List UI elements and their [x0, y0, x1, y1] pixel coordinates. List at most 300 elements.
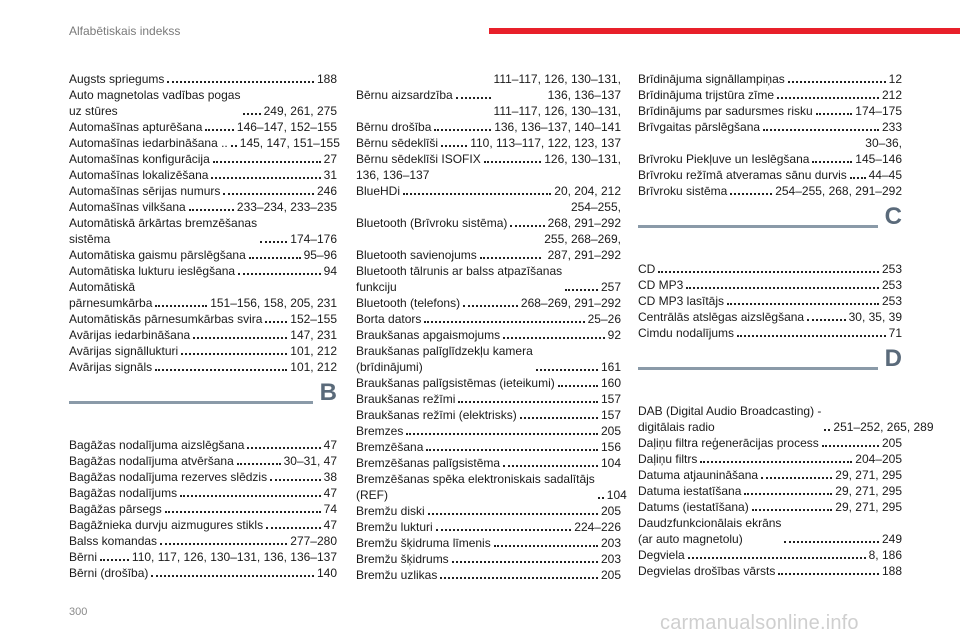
page-reference: 8, 186: [868, 548, 902, 562]
section-b-header: [69, 379, 337, 427]
dot-leader: [249, 257, 301, 259]
page-reference: 204–205: [855, 452, 902, 466]
page-reference: 95–96: [303, 248, 337, 262]
index-term: Datuma iestatīšana: [638, 484, 742, 498]
dot-leader: [211, 177, 320, 179]
index-entry: [356, 295, 621, 311]
page-reference: 147, 231: [290, 328, 337, 342]
index-entry: [69, 71, 337, 87]
page-reference: 233: [881, 120, 902, 134]
dot-leader: [270, 479, 321, 481]
index-column-2: [356, 71, 627, 583]
header-accent-bar: [489, 28, 960, 34]
index-entry: [638, 467, 902, 483]
page-reference: 249, 261, 275: [263, 104, 337, 118]
entries-b-continued: [356, 71, 627, 583]
index-entry: [356, 311, 621, 327]
page-reference: 253: [881, 294, 902, 308]
dot-leader: [520, 417, 598, 419]
index-term: Datuma atjaunināšana: [638, 468, 759, 482]
index-entry: [356, 167, 621, 183]
page-reference: 101, 212: [290, 344, 337, 358]
index-entry: [356, 103, 621, 135]
dot-leader: [850, 177, 866, 179]
page-reference: 205: [600, 424, 621, 438]
index-entry: [356, 343, 621, 375]
index-entry: [356, 455, 621, 471]
dot-leader: [752, 509, 833, 511]
page-reference: 174–175: [855, 104, 902, 118]
index-term: Brīdinājuma trijstūra zīme: [638, 88, 775, 102]
dot-leader: [807, 319, 846, 321]
page-reference: 233–234, 233–235: [236, 200, 337, 214]
index-term: Daudzfunkcionālais ekrāns (ar auto magnetolu): [638, 516, 782, 546]
index-column-3: [638, 71, 934, 579]
index-term: CD MP3: [638, 278, 684, 292]
page-reference: 156: [600, 440, 621, 454]
index-term: Bremzēšanas palīgsistēma: [356, 456, 501, 470]
dot-leader: [686, 287, 879, 289]
page-reference: 38: [323, 470, 337, 484]
index-term: Bremžu diski: [356, 504, 425, 518]
page-reference: 94: [323, 264, 337, 278]
dot-leader: [777, 97, 879, 99]
index-term: Auto magnetolas vadības pogas uz stūres: [69, 88, 241, 118]
dot-leader: [784, 541, 879, 543]
index-term: DAB (Digital Audio Broadcasting) - digitālais radio: [638, 404, 822, 434]
index-entry: [356, 391, 621, 407]
dot-leader: [180, 495, 321, 497]
page-reference: 205: [600, 504, 621, 518]
index-term: Bērni: [69, 550, 98, 564]
page-reference: 29, 271, 295: [835, 468, 902, 482]
entries-a: [69, 71, 340, 375]
dot-leader: [463, 305, 518, 307]
page-reference: 71: [888, 326, 902, 340]
index-term: Bagāžnieka durvju aizmugures stikls: [69, 518, 264, 532]
page-reference: 157: [600, 408, 621, 422]
index-term: Braukšanas režīmi: [356, 392, 456, 406]
section-divider: [69, 401, 313, 404]
index-entry: [638, 261, 902, 277]
page-reference: 205: [600, 568, 621, 582]
index-term: Automašīnas apturēšana: [69, 120, 203, 134]
index-entry: [69, 533, 337, 549]
page-reference: 253: [881, 262, 902, 276]
page-reference: 30–36, 145–146: [855, 136, 902, 166]
dot-leader: [480, 257, 542, 259]
index-term: Bagāžas nodalījuma rezerves slēdzis: [69, 470, 268, 484]
page-reference: 111–117, 126, 130–131, 136, 136–137: [493, 72, 621, 102]
dot-leader: [558, 385, 598, 387]
dot-leader: [260, 241, 287, 243]
section-letter: C: [884, 203, 902, 230]
index-entry: [638, 483, 902, 499]
dot-leader: [778, 573, 879, 575]
dot-leader: [238, 273, 321, 275]
index-entry: [356, 439, 621, 455]
page-reference: 203: [600, 536, 621, 550]
dot-leader: [744, 493, 832, 495]
dot-leader: [565, 289, 598, 291]
index-entry: [69, 359, 337, 375]
index-term: Brīvgaitas pārslēgšana: [638, 120, 761, 134]
page-reference: 47: [323, 438, 337, 452]
dot-leader: [213, 161, 321, 163]
index-entry: [69, 485, 337, 501]
index-entry: [69, 247, 337, 263]
index-entry: [638, 403, 934, 435]
page-reference: 205: [881, 436, 902, 450]
index-term: CD MP3 lasītājs: [638, 294, 725, 308]
watermark: carmanualsonline.info: [660, 612, 859, 634]
page-reference: 47: [323, 486, 337, 500]
dot-leader: [160, 543, 287, 545]
page-reference: 253: [881, 278, 902, 292]
index-term: Bremžu šķidrums: [356, 552, 449, 566]
index-entry: [69, 215, 337, 247]
page-reference: 104: [600, 456, 621, 470]
dot-leader: [266, 527, 321, 529]
page-reference: 20, 204, 212: [554, 184, 621, 198]
dot-leader: [181, 353, 287, 355]
dot-leader: [426, 449, 598, 451]
page-reference: 101, 212: [290, 360, 337, 374]
page-reference: 160: [600, 376, 621, 390]
page-reference: 47: [323, 518, 337, 532]
index-entry: [638, 309, 902, 325]
index-term: Automašīnas sērijas numurs: [69, 184, 221, 198]
index-term: Braukšanas režīmi (elektrisks): [356, 408, 517, 422]
index-entry: [356, 551, 621, 567]
index-entry: [69, 327, 337, 343]
index-term: Bluetooth savienojums: [356, 248, 477, 262]
dot-leader: [424, 321, 584, 323]
page-header-title: Alfabētiskais indekss: [69, 24, 181, 38]
section-divider: [638, 367, 878, 370]
dot-leader: [536, 369, 598, 371]
index-entry: [69, 263, 337, 279]
page-reference: 29, 271, 295: [835, 500, 902, 514]
index-term: Automātiskā ārkārtas bremzēšanas sistēma: [69, 216, 258, 246]
page-reference: 111–117, 126, 130–131, 136, 136–137, 140–141: [493, 104, 621, 134]
dot-leader: [434, 129, 490, 131]
dot-leader: [440, 577, 598, 579]
dot-leader: [223, 193, 314, 195]
index-term: Avārijas iedarbināšana: [69, 328, 191, 342]
index-term: Brīvroku režīmā atveramas sānu durvis: [638, 168, 847, 182]
index-term: Automašīnas konfigurācija: [69, 152, 210, 166]
index-term: Bagāžas pārsegs: [69, 502, 162, 516]
page-reference: 254–255, 268, 291–292: [775, 184, 902, 198]
index-term: Degvielas drošības vārsts: [638, 564, 776, 578]
dot-leader: [503, 337, 605, 339]
index-entry: [356, 567, 621, 583]
index-term: Bremzēšana: [356, 440, 424, 454]
index-entry: [356, 407, 621, 423]
index-entry: [69, 311, 337, 327]
section-divider: [638, 225, 878, 228]
index-term: Bērni (drošība): [69, 566, 149, 580]
index-term: Braukšanas palīgsistēmas (ieteikumi): [356, 376, 555, 390]
index-entry: [638, 71, 902, 87]
page-reference: 152–155: [290, 312, 337, 326]
index-term: Bērnu sēdeklīši ISOFIX: [356, 152, 481, 166]
index-entry: [356, 151, 621, 167]
page-reference: 212: [881, 88, 902, 102]
index-term: Bērnu aizsardzība: [356, 88, 453, 102]
dot-leader: [167, 81, 314, 83]
page-reference: 277–280: [290, 534, 337, 548]
page-reference: 254–255, 268, 291–292: [547, 200, 621, 230]
index-term: Avārijas signāls: [69, 360, 153, 374]
index-entry: [69, 437, 337, 453]
index-term: Augsts spriegums: [69, 72, 165, 86]
index-entry: [638, 547, 902, 563]
index-term: Automašīnas iedarbināšana ..: [69, 136, 228, 150]
dot-leader: [151, 575, 314, 577]
page-reference: 224–226: [574, 520, 621, 534]
index-term: BlueHDi: [356, 184, 401, 198]
page-reference: 30–31, 47: [283, 454, 337, 468]
section-letter: B: [319, 379, 337, 406]
index-term: Braukšanas palīglīdzekļu kamera (brīdinājumi): [356, 344, 533, 374]
entries-b: [69, 437, 337, 581]
dot-leader: [231, 145, 237, 147]
index-term: Bluetooth tālrunis ar balss atpazīšanas funkciju: [356, 264, 563, 294]
index-entry: [69, 565, 337, 581]
dot-leader: [822, 445, 879, 447]
index-entry: [638, 183, 902, 199]
page-reference: 203: [600, 552, 621, 566]
index-entry: [356, 423, 621, 439]
index-term: Automātiska gaismu pārslēgšana: [69, 248, 246, 262]
dot-leader: [100, 559, 129, 561]
dot-leader: [761, 477, 832, 479]
index-entry: [638, 325, 902, 341]
dot-leader: [812, 161, 852, 163]
section-d-header: [638, 345, 902, 393]
index-entry: [356, 375, 621, 391]
index-term: Bremzēšanas spēka elektroniskais sadalītājs (REF): [356, 472, 595, 502]
index-entry: [69, 183, 337, 199]
index-entry: [69, 453, 337, 469]
page-reference: 30, 35, 39: [848, 310, 902, 324]
index-entry: [356, 535, 621, 551]
dot-leader: [456, 97, 491, 99]
page-reference: 104: [606, 488, 627, 502]
page-reference: 188: [881, 564, 902, 578]
page-reference: 251–252, 265, 289: [833, 420, 934, 434]
index-entry: [69, 517, 337, 533]
dot-leader: [436, 529, 572, 531]
dot-leader: [503, 465, 598, 467]
dot-leader: [155, 369, 287, 371]
page-reference: 161: [600, 360, 621, 374]
page-reference: 74: [323, 502, 337, 516]
dot-leader: [598, 497, 604, 499]
index-entry: [356, 199, 621, 231]
index-term: Brīvroku sistēma: [638, 184, 728, 198]
dot-leader: [816, 113, 853, 115]
index-entry: [638, 135, 902, 167]
index-term: Bērnu sēdeklīši: [356, 136, 439, 150]
index-entry: [356, 71, 621, 103]
dot-leader: [265, 321, 287, 323]
index-entry: [69, 501, 337, 517]
page-reference: 92: [607, 328, 621, 342]
dot-leader: [155, 305, 207, 307]
dot-leader: [730, 193, 772, 195]
index-column-1: [69, 71, 340, 581]
index-term: Daļiņu filtra reģenerācijas process: [638, 436, 819, 450]
index-term: Daļiņu filtrs: [638, 452, 698, 466]
index-entry: [356, 263, 621, 295]
index-term: Bērnu drošība: [356, 120, 432, 134]
page-reference: 257: [600, 280, 621, 294]
page-reference: 145, 147, 151–155: [239, 136, 340, 150]
index-term: Automātiska lukturu ieslēgšana: [69, 264, 236, 278]
index-entry: [69, 119, 337, 135]
index-term: Bluetooth (telefons): [356, 296, 461, 310]
index-term: Brīdinājuma signāllampiņas: [638, 72, 785, 86]
index-term: Cimdu nodalījums: [638, 326, 735, 340]
dot-leader: [403, 193, 551, 195]
dot-leader: [237, 463, 281, 465]
index-term: Degviela: [638, 548, 685, 562]
index-term: Automātiskā pārnesumkārba: [69, 280, 153, 310]
page-reference: 27: [323, 152, 337, 166]
index-entry: [638, 499, 902, 515]
page-number: 300: [69, 606, 88, 618]
index-entry: [69, 135, 340, 151]
dot-leader: [247, 447, 320, 449]
index-term: Bremžu lukturi: [356, 520, 433, 534]
index-term: Bagāžas nodalījums: [69, 486, 178, 500]
index-term: Bremzes: [356, 424, 404, 438]
dot-leader: [428, 513, 598, 515]
page-reference: 246: [316, 184, 337, 198]
page-reference: 110, 113–117, 122, 123, 137: [470, 136, 621, 150]
index-entry: [69, 87, 337, 119]
index-term: Bluetooth (Brīvroku sistēma): [356, 216, 508, 230]
page-reference: 157: [600, 392, 621, 406]
page-reference: 249: [881, 532, 902, 546]
index-term: Brīdinājums par sadursmes risku: [638, 104, 813, 118]
dot-leader: [737, 335, 886, 337]
page-reference: 268–269, 291–292: [520, 296, 621, 310]
dot-leader: [700, 461, 852, 463]
dot-leader: [243, 113, 260, 115]
page-reference: 151–156, 158, 205, 231: [210, 296, 337, 310]
page-reference: 12: [888, 72, 902, 86]
dot-leader: [727, 303, 879, 305]
dot-leader: [441, 145, 467, 147]
index-entry: [638, 435, 902, 451]
index-entry: [356, 503, 621, 519]
index-entry: [638, 103, 902, 119]
page-reference: 25–26: [587, 312, 621, 326]
index-term: Automašīnas vilkšana: [69, 200, 186, 214]
index-entry: [356, 519, 621, 535]
entries-c: [638, 261, 902, 341]
index-entry: [638, 451, 902, 467]
index-term: Bagāžas nodalījuma aizslēgšana: [69, 438, 245, 452]
index-entry: [69, 167, 337, 183]
page-reference: 255, 268–269, 287, 291–292: [544, 232, 621, 262]
entries-d: [638, 403, 934, 579]
page-reference: 140: [316, 566, 337, 580]
dot-leader: [165, 511, 321, 513]
dot-leader: [510, 225, 544, 227]
index-entry: [356, 327, 621, 343]
dot-leader: [788, 81, 886, 83]
index-term: Braukšanas apgaismojums: [356, 328, 501, 342]
page-reference: 110, 117, 126, 130–131, 136, 136–137: [131, 550, 337, 564]
entries-b-end: [638, 71, 902, 199]
dot-leader: [494, 545, 598, 547]
index-term: Datums (iestatīšana): [638, 500, 749, 514]
index-term: Automātiskās pārnesumkārbas svira: [69, 312, 263, 326]
index-entry: [356, 471, 627, 503]
index-entry: [69, 343, 337, 359]
index-entry: [638, 277, 902, 293]
dot-leader: [688, 557, 866, 559]
dot-leader: [484, 161, 542, 163]
page-reference: 126, 130–131,: [544, 152, 621, 166]
index-term: 136, 136–137: [356, 168, 430, 182]
index-term: Balss komandas: [69, 534, 158, 548]
dot-leader: [193, 337, 287, 339]
section-letter: D: [884, 345, 902, 372]
index-term: Borta dators: [356, 312, 422, 326]
index-term: Bremžu uzlikas: [356, 568, 438, 582]
page-reference: 174–176: [290, 232, 337, 246]
dot-leader: [824, 429, 830, 431]
index-entry: [69, 151, 337, 167]
index-entry: [638, 167, 902, 183]
index-entry: [638, 87, 902, 103]
index-term: Centrālās atslēgas aizslēgšana: [638, 310, 805, 324]
index-term: Bremžu šķidruma līmenis: [356, 536, 491, 550]
index-term: Brīvroku Piekļuve un Ieslēgšana: [638, 152, 810, 166]
dot-leader: [458, 401, 598, 403]
page-reference: 188: [316, 72, 337, 86]
section-c-header: [638, 203, 902, 251]
index-entry: [638, 515, 902, 547]
index-entry: [356, 183, 621, 199]
index-entry: [69, 549, 337, 565]
page-reference: 29, 271, 295: [835, 484, 902, 498]
index-term: Bagāžas nodalījuma atvēršana: [69, 454, 234, 468]
index-entry: [638, 293, 902, 309]
dot-leader: [406, 433, 598, 435]
index-entry: [69, 199, 337, 215]
index-entry: [356, 231, 621, 263]
page-reference: 146–147, 152–155: [236, 120, 337, 134]
dot-leader: [658, 271, 879, 273]
index-entry: [638, 563, 902, 579]
dot-leader: [763, 129, 879, 131]
index-entry: [638, 119, 902, 135]
dot-leader: [189, 209, 234, 211]
index-entry: [69, 279, 337, 311]
index-entry: [69, 469, 337, 485]
index-term: Avārijas signāllukturi: [69, 344, 179, 358]
page-reference: 31: [323, 168, 337, 182]
page-reference: 44–45: [868, 168, 902, 182]
index-term: CD: [638, 262, 656, 276]
